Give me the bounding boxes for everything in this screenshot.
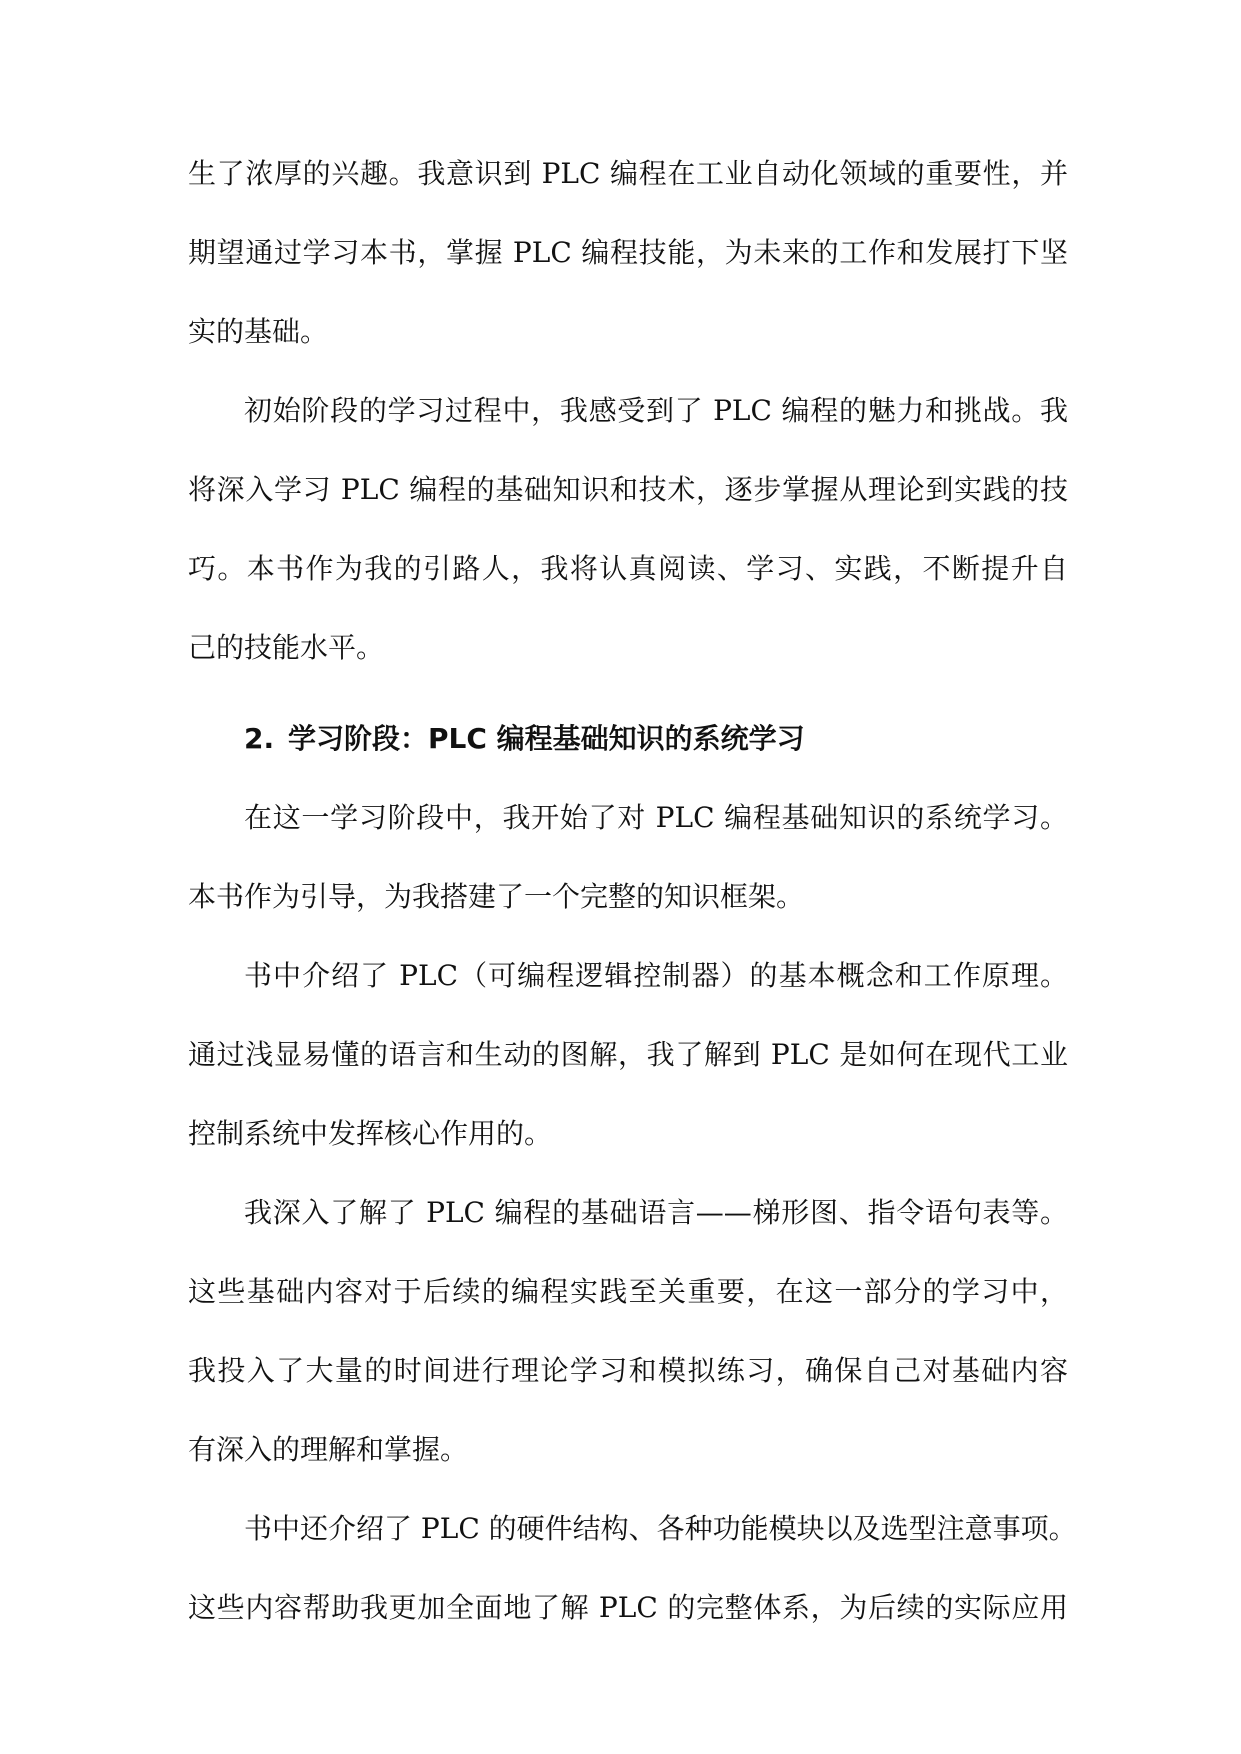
text-line: 这些内容帮助我更加全面地了解 PLC 的完整体系，为后续的实际应用 (188, 1591, 1068, 1624)
section-gap (188, 687, 1068, 699)
text-line: 在这一学习阶段中，我开始了对 PLC 编程基础知识的系统学习。 (244, 801, 1068, 834)
text-line: 初始阶段的学习过程中，我感受到了 PLC 编程的魅力和挑战。我 (244, 394, 1068, 427)
text-line: 我深入了解了 PLC 编程的基础语言——梯形图、指令语句表等。 (244, 1196, 1068, 1229)
document-body (188, 134, 1077, 1647)
text-line: 己的技能水平。 (188, 631, 385, 664)
text-line: 有深入的理解和掌握。 (188, 1433, 469, 1466)
text-line: 通过浅显易懂的语言和生动的图解，我了解到 PLC 是如何在现代工业 (188, 1038, 1068, 1071)
text-line: 实的基础。 (188, 315, 329, 348)
paragraph-1 (188, 134, 1068, 371)
text-line: 书中介绍了 PLC（可编程逻辑控制器）的基本概念和工作原理。 (244, 959, 1068, 992)
text-line: 书中还介绍了 PLC 的硬件结构、各种功能模块以及选型注意事项。 (244, 1512, 1077, 1545)
text-line: 将深入学习 PLC 编程的基础知识和技术，逐步掌握从理论到实践的技 (188, 473, 1068, 506)
text-line: 期望通过学习本书，掌握 PLC 编程技能，为未来的工作和发展打下坚 (188, 236, 1068, 269)
text-line: 本书作为引导，为我搭建了一个完整的知识框架。 (188, 880, 805, 913)
paragraph-6 (188, 1489, 1077, 1647)
section-title: 学习阶段：PLC 编程基础知识的系统学习 (288, 722, 805, 755)
section-number: 2. (244, 722, 275, 755)
text-line: 控制系统中发挥核心作用的。 (188, 1117, 553, 1150)
paragraph-2 (188, 371, 1068, 687)
section-heading (188, 699, 1068, 778)
text-line: 巧。本书作为我的引路人，我将认真阅读、学习、实践，不断提升自 (188, 552, 1068, 585)
paragraph-4 (188, 936, 1068, 1173)
paragraph-5 (188, 1173, 1068, 1489)
paragraph-3 (188, 778, 1068, 936)
text-line: 我投入了大量的时间进行理论学习和模拟练习，确保自己对基础内容 (188, 1354, 1068, 1387)
text-line: 生了浓厚的兴趣。我意识到 PLC 编程在工业自动化领域的重要性，并 (188, 157, 1068, 190)
text-line: 这些基础内容对于后续的编程实践至关重要，在这一部分的学习中， (188, 1275, 1068, 1308)
